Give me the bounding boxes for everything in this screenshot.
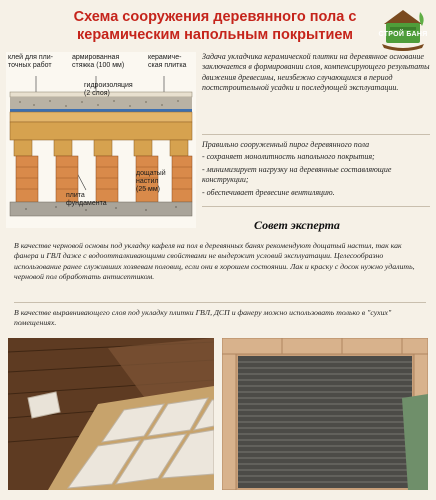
label-screed: армированная стяжка (100 мм) bbox=[72, 54, 125, 69]
correct-item: - минимизирует нагрузку на деревянные составляющие конструкции; bbox=[202, 164, 392, 185]
photo-tiles-on-wood bbox=[8, 338, 214, 490]
photo-adhesive-layer-image bbox=[222, 338, 428, 490]
divider-middle bbox=[202, 206, 430, 207]
logo-graphic bbox=[376, 4, 430, 52]
correct-floor-block bbox=[202, 140, 430, 198]
label-foundation: плита фундамента bbox=[66, 192, 107, 207]
floor-diagram bbox=[6, 52, 196, 228]
photo-adhesive-layer bbox=[222, 338, 428, 490]
correct-item: - сохраняет монолитность напольного покрытия; bbox=[202, 152, 375, 162]
label-tile: керамиче- ская плитка bbox=[148, 54, 187, 69]
logo-text: СТРОЙ БАНЯ bbox=[378, 31, 428, 38]
correct-item: - обеспечивает древесине вентиляцию. bbox=[202, 187, 335, 197]
divider-top bbox=[202, 134, 430, 135]
page-title: Схема сооружения деревянного пола с керамическим напольным покрытием bbox=[73, 9, 357, 43]
expert-paragraph-1: В качестве черновой основы под укладку кафеля на пол в деревянных банях рекомендуют дощатый настил, так как фанера и ГВЛ даже с водоотталкивающими свойствами не выдержит условий эксплуатации. Целесообразно использование ранее служивших хозяевам половиц, если они в хорошем состоянии. Лак и краску с досок нужно удалить, черновой пол обработать антисептиком. bbox=[14, 241, 415, 281]
label-glue: клей для пли- точных работ bbox=[8, 54, 53, 69]
photo-tiles-on-wood-image bbox=[8, 338, 214, 490]
task-paragraph: Задача укладчика керамической плитки на деревянное основание заключается в формировании слоя, компенсирующего результаты движения древесины, неизбежно случающихся в период постстроительной усадки и последующей эксплуатации. bbox=[202, 52, 430, 93]
expert-paragraph-2: В качестве выравнивающего слоя под укладку плитки ГВЛ, ДСП и фанеру можно использовать только в "сухих" помещениях. bbox=[14, 308, 392, 328]
expert-heading: Совет эксперта bbox=[254, 218, 340, 232]
label-waterproofing: гидроизоляция (2 слоя) bbox=[84, 82, 133, 97]
logo bbox=[376, 4, 430, 52]
label-boards: дощатый настил (25 мм) bbox=[136, 170, 166, 193]
correct-intro: Правильно сооруженный пирог деревянного пола bbox=[202, 140, 370, 149]
divider-lower bbox=[14, 302, 426, 303]
